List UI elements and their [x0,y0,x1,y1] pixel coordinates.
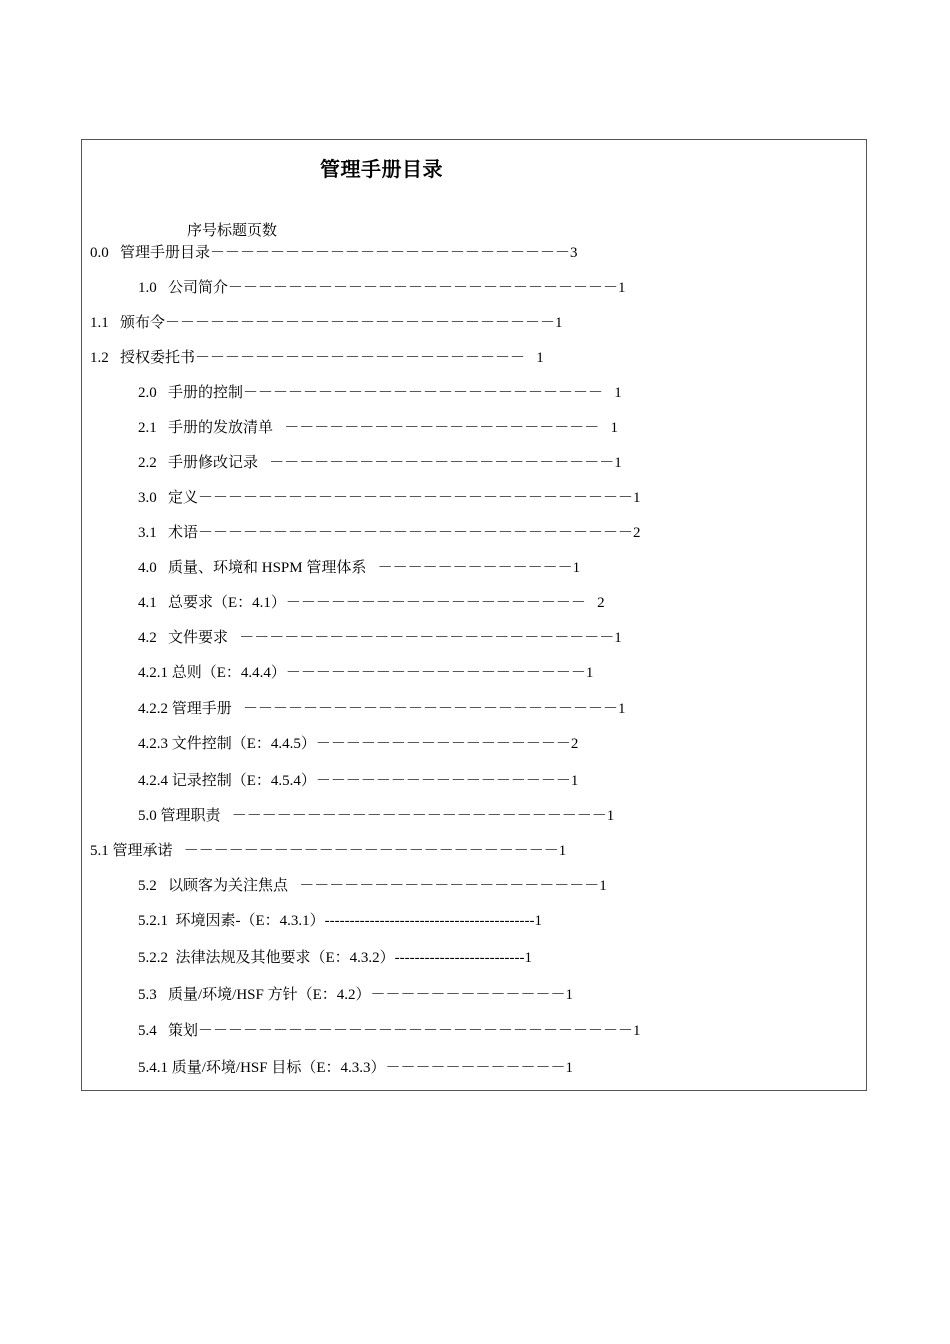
toc-document [81,139,867,1091]
toc-entry-text: 2.0 手册的控制－－－－－－－－－－－－－－－－－－－－－－－－ 1 [138,385,622,401]
toc-entry [90,313,563,333]
toc-entry-text: 1.1 颁布令－－－－－－－－－－－－－－－－－－－－－－－－－－1 [90,315,563,331]
toc-entry [138,699,626,719]
toc-entry [138,523,641,543]
toc-entry [138,663,593,683]
toc-entry [138,911,542,931]
toc-entry-text: 1.0 公司简介－－－－－－－－－－－－－－－－－－－－－－－－－－1 [138,280,626,296]
toc-entry-text: 5.1 管理承诺 －－－－－－－－－－－－－－－－－－－－－－－－－1 [90,843,567,859]
toc-entry [138,1058,573,1078]
toc-entry-text: 5.2 以顾客为关注焦点 －－－－－－－－－－－－－－－－－－－－1 [138,878,607,894]
toc-entry [138,628,622,648]
toc-entry [138,876,607,896]
toc-entry-text: 4.0 质量、环境和 HSPM 管理体系 －－－－－－－－－－－－－1 [138,560,581,576]
toc-entry-text: 5.0 管理职责 －－－－－－－－－－－－－－－－－－－－－－－－－1 [138,808,615,824]
toc-entry [90,348,544,368]
toc-entry-text: 2.2 手册修改记录 －－－－－－－－－－－－－－－－－－－－－－－1 [138,455,622,471]
toc-entry-text: 3.0 定义－－－－－－－－－－－－－－－－－－－－－－－－－－－－－1 [138,490,641,506]
toc-entry [138,453,622,473]
toc-entry [138,278,626,298]
toc-entry-text: 1.2 授权委托书－－－－－－－－－－－－－－－－－－－－－－ 1 [90,350,544,366]
toc-entry [138,734,578,754]
toc-entry [138,418,618,438]
toc-entry [138,558,580,578]
toc-entry-text: 4.2.4 记录控制（E：4.5.4）－－－－－－－－－－－－－－－－－1 [138,773,579,789]
toc-entry-text: 5.2.1 环境因素-（E：4.3.1）------------------------------------------1 [138,913,542,929]
toc-entry [138,806,614,826]
toc-entry-text: 4.2.2 管理手册 －－－－－－－－－－－－－－－－－－－－－－－－－1 [138,701,626,717]
toc-entry [138,383,622,403]
toc-entry [90,841,566,861]
toc-entry-text: 5.2.2 法律法规及其他要求（E：4.3.2）--------------------------1 [138,950,533,966]
toc-entry [138,488,641,508]
toc-entry-text: 3.1 术语－－－－－－－－－－－－－－－－－－－－－－－－－－－－－2 [138,525,641,541]
toc-entry-text: 0.0 管理手册目录－－－－－－－－－－－－－－－－－－－－－－－－3 [90,245,578,261]
page-title: 管理手册目录 [320,157,443,181]
toc-entry-text: 5.3 质量/环境/HSF 方针（E：4.2）－－－－－－－－－－－－－1 [138,987,574,1003]
toc-entry [138,771,578,791]
toc-entry-text: 5.4 策划－－－－－－－－－－－－－－－－－－－－－－－－－－－－－1 [138,1023,641,1039]
toc-entry-text: 4.2 文件要求 －－－－－－－－－－－－－－－－－－－－－－－－－1 [138,630,622,646]
toc-entry [138,985,573,1005]
toc-entry [138,593,605,613]
toc-column-header: 序号标题页数 [187,223,278,239]
toc-entry-text: 4.2.1 总则（E：4.4.4）－－－－－－－－－－－－－－－－－－－－1 [138,665,594,681]
toc-entry [90,243,578,263]
toc-entry-text: 2.1 手册的发放清单 －－－－－－－－－－－－－－－－－－－－－ 1 [138,420,619,436]
toc-entry [138,948,532,968]
toc-entry-text: 4.2.3 文件控制（E：4.4.5）－－－－－－－－－－－－－－－－－2 [138,736,579,752]
toc-entry [138,1021,641,1041]
toc-entry-text: 4.1 总要求（E：4.1）－－－－－－－－－－－－－－－－－－－－ 2 [138,595,605,611]
toc-entry-text: 5.4.1 质量/环境/HSF 目标（E：4.3.3）－－－－－－－－－－－－1 [138,1060,574,1076]
